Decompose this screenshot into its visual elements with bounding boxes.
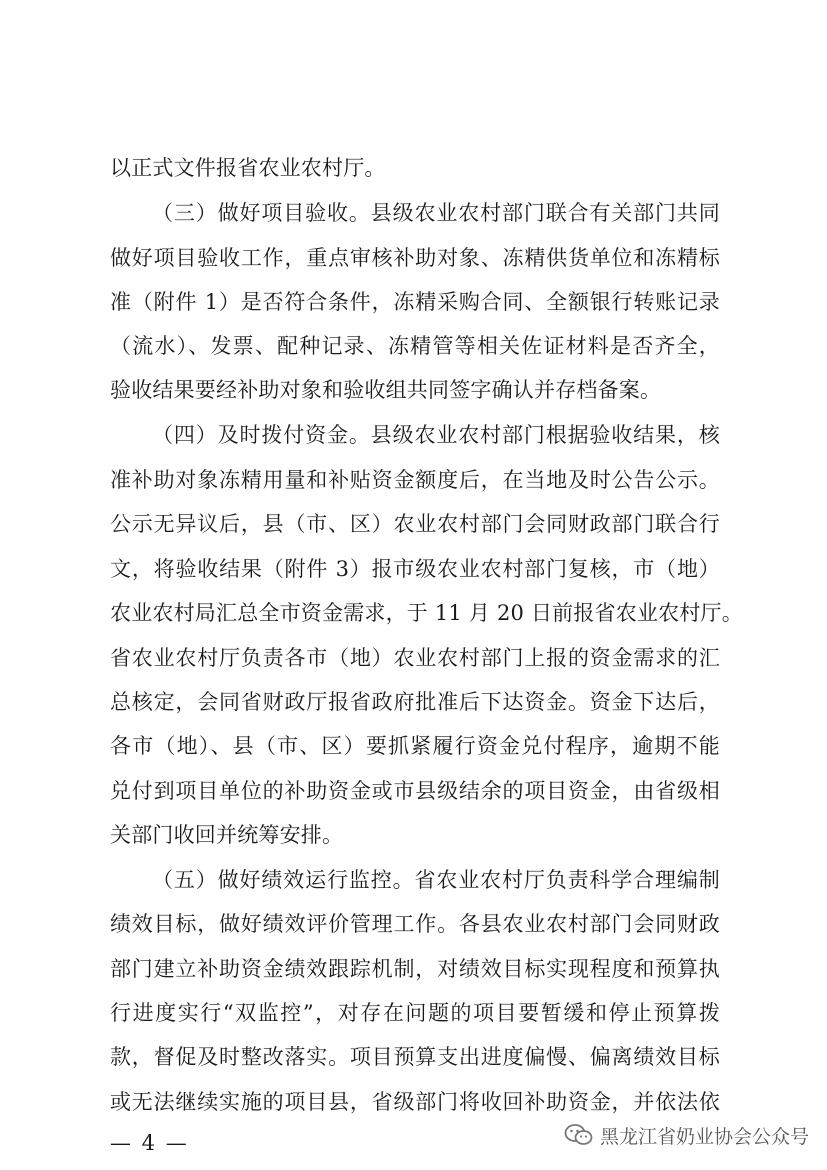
text-line-8: 准补助对象冻精用量和补贴资金额度后，在当地及时公告公示。 <box>110 468 720 492</box>
wechat-icon <box>564 1123 594 1147</box>
text-line-18: 绩效目标，做好绩效评价管理工作。各县农业农村部门会同财政 <box>110 912 720 936</box>
page-number: — 4 — <box>110 1131 189 1155</box>
text-line-3: 做好项目验收工作，重点审核补助对象、冻精供货单位和冻精标 <box>110 246 720 270</box>
text-line-14: 各市（地）、县（市、区）要抓紧履行资金兑付程序，逾期不能 <box>110 734 720 758</box>
text-line-15: 兑付到项目单位的补助资金或市县级结余的项目资金，由省级相 <box>110 779 720 803</box>
text-line-2: （三）做好项目验收。县级农业农村部门联合有关部门共同 <box>152 201 720 225</box>
text-line-6: 验收结果要经补助对象和验收组共同签字确认并存档备案。 <box>110 378 662 402</box>
text-line-13: 总核定，会同省财政厅报省政府批准后下达资金。资金下达后， <box>110 690 720 714</box>
text-line-7: （四）及时拨付资金。县级农业农村部门根据验收结果，核 <box>152 423 720 447</box>
text-line-1: 以正式文件报省农业农村厅。 <box>110 156 386 180</box>
text-line-22: 或无法继续实施的项目县，省级部门将收回补助资金，并依法依 <box>110 1090 720 1114</box>
text-line-5: （流水）、发票、配种记录、冻精管等相关佐证材料是否齐全， <box>110 334 720 358</box>
text-line-19: 部门建立补助资金绩效跟踪机制，对绩效目标实现程度和预算执 <box>110 957 720 981</box>
text-line-12: 省农业农村厅负责各市（地）农业农村部门上报的资金需求的汇 <box>110 646 720 670</box>
text-line-4: 准（附件 1）是否符合条件，冻精采购合同、全额银行转账记录 <box>110 290 720 314</box>
text-line-9: 公示无异议后，县（市、区）农业农村部门会同财政部门联合行 <box>110 512 720 536</box>
watermark <box>564 1120 809 1150</box>
text-line-21: 款，督促及时整改落实。项目预算支出进度偏慢、偏离绩效目标 <box>110 1045 720 1069</box>
watermark-text: 黑龙江省奶业协会公众号 <box>599 1125 809 1148</box>
text-line-17: （五）做好绩效运行监控。省农业农村厅负责科学合理编制 <box>152 868 720 892</box>
text-line-10: 文，将验收结果（附件 3）报市级农业农村部门复核，市（地） <box>110 557 720 581</box>
text-line-11: 农业农村局汇总全市资金需求，于 11 月 20 日前报省农业农村厅。 <box>110 601 743 625</box>
text-line-16: 关部门收回并统筹安排。 <box>110 823 344 847</box>
text-line-20: 行进度实行“双监控”，对存在问题的项目要暂缓和停止预算拨 <box>110 1001 720 1025</box>
